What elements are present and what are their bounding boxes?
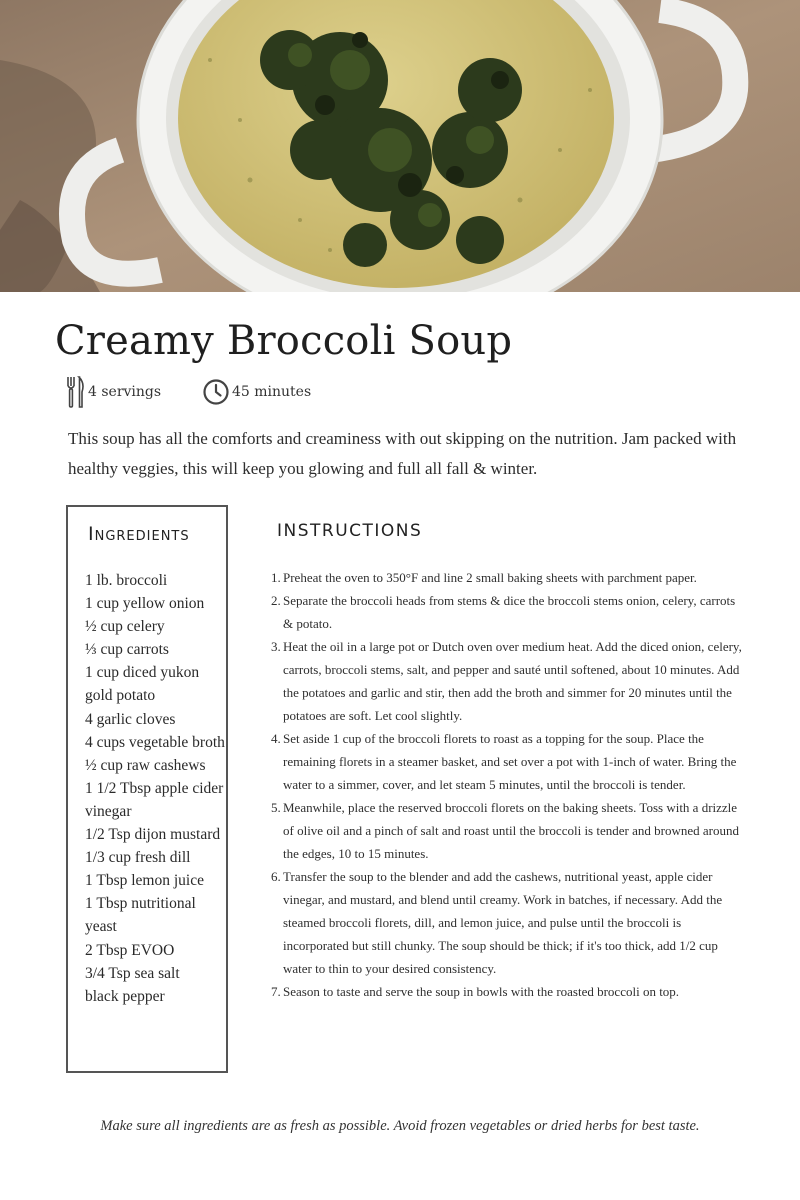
step-number: 3.: [271, 639, 281, 654]
servings-text: 4 servings: [88, 384, 162, 400]
ingredient-item: 1/2 Tsp dijon mustard: [85, 826, 221, 844]
instruction-step: [271, 727, 745, 796]
clock-icon: [202, 378, 230, 406]
step-text: Transfer the soup to the blender and add the cashews, nutritional yeast, apple cider vinegar, and mustard, and blend until creamy. Work in batches, if necessary. Add the steamed broccoli florets, dill, and lemon juice, and pulse until the broccoli is incorporated but still chunky. The soup should be thick; if it's too thick, add 1/2 cup water to thin to your desired consistency.: [283, 869, 723, 976]
ingredient-item: 1 cup yellow onion: [85, 595, 205, 613]
ingredient-item: 1 lb. broccoli: [85, 572, 168, 589]
time-text: 45 minutes: [232, 384, 312, 400]
step-text: Separate the broccoli heads from stems & dice the broccoli stems onion, celery, carrots & potato.: [283, 593, 736, 631]
fork-knife-icon: [66, 375, 86, 409]
step-number: 5.: [271, 800, 281, 815]
ingredient-item: ½ cup celery: [85, 618, 165, 636]
instruction-step: [271, 635, 745, 727]
step-text: Set aside 1 cup of the broccoli florets to roast as a topping for the soup. Place the remaining florets in a steamer basket, and set over a pot with 1-inch of water. Bring the water to a simmer, cover, and let steam 5 minutes, until the broccoli is tender.: [283, 731, 737, 792]
step-number: 2.: [271, 593, 281, 608]
ingredient-item: ⅓ cup carrots: [85, 641, 169, 659]
servings-info: [66, 375, 161, 409]
instructions-heading: INSTRUCTIONS: [277, 521, 423, 541]
step-number: 6.: [271, 869, 281, 884]
ingredient-item: black pepper: [85, 987, 165, 1005]
step-text: Season to taste and serve the soup in bowls with the roasted broccoli on top.: [283, 984, 680, 999]
ingredient-item: 4 cups vegetable broth: [85, 733, 225, 751]
ingredient-item: 1 cup diced yukon gold potato: [85, 664, 200, 705]
ingredient-item: 3/4 Tsp sea salt: [85, 964, 180, 982]
instructions-list: [271, 566, 745, 1003]
ingredient-item: ½ cup raw cashews: [85, 756, 206, 774]
instruction-step: [271, 566, 745, 589]
recipe-meta: [66, 375, 486, 409]
ingredient-item: 4 garlic cloves: [85, 710, 176, 728]
recipe-intro: This soup has all the comforts and creaminess with out skipping on the nutrition. Jam packed with healthy veggies, this will keep you glowing and full all fall & winter.: [68, 429, 737, 478]
step-text: Preheat the oven to 350°F and line 2 small baking sheets with parchment paper.: [283, 570, 697, 585]
ingredients-heading: Ingredients: [88, 523, 190, 545]
ingredients-box: [66, 505, 228, 1073]
instruction-step: [271, 589, 745, 635]
ingredient-item: 1 Tbsp lemon juice: [85, 872, 204, 890]
ingredients-list: [85, 569, 225, 1008]
step-text: Heat the oil in a large pot or Dutch oven over medium heat. Add the diced onion, celery, carrots, broccoli stems, salt, and pepper and sauté until softened, about 10 minutes. Add the potatoes and garlic and stir, then add the broth and simmer for 20 minutes until the potatoes are soft. Let cool slightly.: [283, 639, 742, 723]
instruction-step: [271, 980, 745, 1003]
step-number: 1.: [271, 570, 281, 585]
instruction-step: [271, 796, 745, 865]
hero-photo: [0, 0, 800, 292]
soup-bowl-photo: [0, 0, 800, 292]
step-number: 7.: [271, 984, 281, 999]
ingredient-item: 2 Tbsp EVOO: [85, 941, 175, 959]
time-info: [202, 375, 311, 409]
ingredient-item: 1/3 cup fresh dill: [85, 849, 191, 867]
step-text: Meanwhile, place the reserved broccoli florets on the baking sheets. Toss with a drizzle of olive oil and a pinch of salt and roast until the broccoli is tender and browned around the edges, 10 to 15 minutes.: [283, 800, 739, 861]
recipe-title: Creamy Broccoli Soup: [55, 318, 513, 364]
instruction-step: [271, 865, 745, 980]
step-number: 4.: [271, 731, 281, 746]
ingredient-item: 1 Tbsp nutritional yeast: [85, 895, 196, 936]
footer-note: Make sure all ingredients are as fresh as possible. Avoid frozen vegetables or dried herbs for best taste.: [100, 1118, 700, 1134]
ingredient-item: 1 1/2 Tbsp apple cider vinegar: [85, 779, 224, 820]
